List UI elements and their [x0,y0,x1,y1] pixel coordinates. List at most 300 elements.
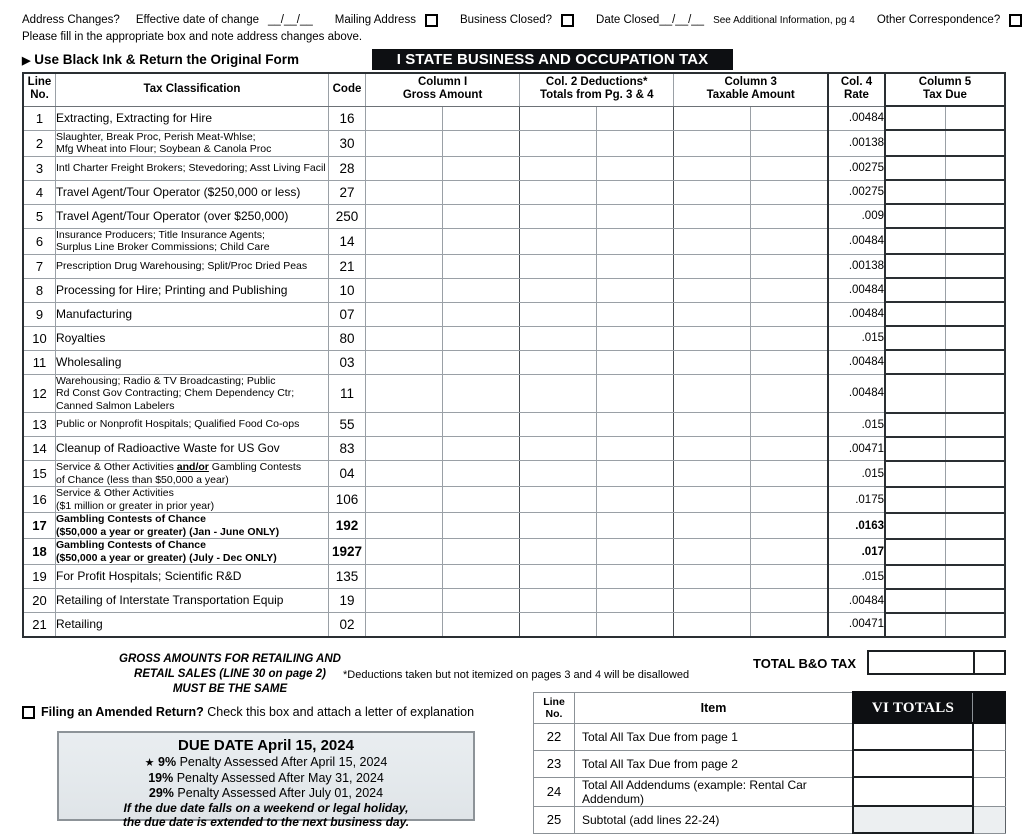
row-taxable-cents-input[interactable] [751,156,828,180]
row-gross-cents-input[interactable] [443,589,520,613]
other-correspondence-checkbox[interactable] [1009,14,1022,27]
row-line-number: 9 [23,302,56,326]
header-column-4-rate: Col. 4 Rate [828,73,885,106]
row-deductions-input[interactable] [520,302,597,326]
row-deductions-input[interactable] [520,461,597,487]
row-gross-input[interactable] [366,204,443,228]
totals-amount-cents-input[interactable] [973,750,1006,777]
row-deductions-input[interactable] [520,613,597,637]
row-gross-cents-input[interactable] [443,302,520,326]
row-deductions-cents-input[interactable] [597,350,674,374]
vi-header-totals-cents [973,692,1006,723]
row-deductions-cents-input[interactable] [597,302,674,326]
row-deductions-input[interactable] [520,180,597,204]
row-gross-cents-input[interactable] [443,326,520,350]
header-column-3: Column 3 Taxable Amount [674,73,828,106]
row-tax-due-input[interactable] [885,374,945,413]
row-taxable-input[interactable] [674,565,751,589]
row-gross-input[interactable] [366,613,443,637]
row-tax-classification: Warehousing; Radio & TV Broadcasting; Public Rd Const Gov Contracting; Chem Dependency Ctr; Canned Salmon Labelers [56,374,329,413]
totals-item-label: Total All Tax Due from page 1 [575,723,854,750]
row-deductions-cents-input[interactable] [597,539,674,565]
row-tax-due-input[interactable] [885,437,945,461]
row-deductions-cents-input[interactable] [597,204,674,228]
row-tax-due-cents-input[interactable] [945,254,1005,278]
row-taxable-cents-input[interactable] [751,302,828,326]
row-deductions-cents-input[interactable] [597,106,674,130]
row-taxable-cents-input[interactable] [751,180,828,204]
table-row [23,487,1005,513]
row-deductions-cents-input[interactable] [597,278,674,302]
row-code: 04 [329,461,366,487]
row-line-number: 7 [23,254,56,278]
row-tax-due-cents-input[interactable] [945,613,1005,637]
row-deductions-cents-input[interactable] [597,461,674,487]
totals-amount-cents-input[interactable] [973,777,1006,806]
business-closed-checkbox[interactable] [561,14,574,27]
row-code: 14 [329,228,366,254]
row-taxable-cents-input[interactable] [751,254,828,278]
penalty-line-2: 19% Penalty Assessed After May 31, 2024 [148,771,384,785]
row-tax-due-input[interactable] [885,413,945,437]
row-gross-cents-input[interactable] [443,513,520,539]
section-title-bar: I STATE BUSINESS AND OCCUPATION TAX [372,49,733,70]
totals-line-number: 22 [534,723,575,750]
row-tax-due-cents-input[interactable] [945,413,1005,437]
row-line-number: 14 [23,437,56,461]
row-taxable-input[interactable] [674,437,751,461]
row-gross-cents-input[interactable] [443,180,520,204]
row-line-number: 6 [23,228,56,254]
row-deductions-input[interactable] [520,326,597,350]
row-gross-cents-input[interactable] [443,374,520,413]
row-deductions-cents-input[interactable] [597,487,674,513]
row-line-number: 13 [23,413,56,437]
row-code: 21 [329,254,366,278]
address-changes-label: Address Changes? [22,14,120,27]
row-tax-due-input[interactable] [885,513,945,539]
row-tax-due-input[interactable] [885,130,945,156]
row-tax-due-input[interactable] [885,350,945,374]
row-tax-due-cents-input[interactable] [945,513,1005,539]
row-taxable-input[interactable] [674,589,751,613]
row-code: 30 [329,130,366,156]
amended-return-label: Filing an Amended Return? [41,705,204,719]
row-deductions-cents-input[interactable] [597,589,674,613]
row-deductions-input[interactable] [520,374,597,413]
row-gross-input[interactable] [366,130,443,156]
row-line-number: 15 [23,461,56,487]
row-deductions-input[interactable] [520,487,597,513]
row-taxable-cents-input[interactable] [751,539,828,565]
header-instruction-text: Please fill in the appropriate box and note address changes above. [22,31,363,43]
due-date-box [57,731,475,829]
row-tax-due-input[interactable] [885,487,945,513]
total-bo-tax-input[interactable] [867,650,975,675]
row-gross-input[interactable] [366,461,443,487]
vi-header-item: Item [575,692,854,723]
row-tax-due-cents-input[interactable] [945,302,1005,326]
totals-amount-cents-input[interactable] [973,723,1006,750]
row-gross-cents-input[interactable] [443,106,520,130]
row-gross-cents-input[interactable] [443,461,520,487]
vi-header-line-no: Line No. [534,692,575,723]
black-ink-note [22,52,299,67]
row-gross-cents-input[interactable] [443,130,520,156]
row-taxable-input[interactable] [674,254,751,278]
row-deductions-input[interactable] [520,204,597,228]
business-closed-label: Business Closed? [459,14,553,27]
row-tax-classification: Retailing of Interstate Transportation Equip [56,589,329,613]
row-gross-input[interactable] [366,278,443,302]
row-taxable-cents-input[interactable] [751,350,828,374]
row-tax-classification: Wholesaling [56,350,329,374]
row-taxable-cents-input[interactable] [751,565,828,589]
row-code: 250 [329,204,366,228]
row-tax-classification: Intl Charter Freight Brokers; Stevedoring; Asst Living Facil [56,156,329,180]
row-deductions-input[interactable] [520,565,597,589]
row-deductions-cents-input[interactable] [597,374,674,413]
row-gross-cents-input[interactable] [443,437,520,461]
row-gross-input[interactable] [366,565,443,589]
table-row [23,130,1005,156]
header-code: Code [329,73,366,106]
row-tax-classification: Retailing [56,613,329,637]
row-tax-classification: Cleanup of Radioactive Waste for US Gov [56,437,329,461]
row-taxable-input[interactable] [674,374,751,413]
row-tax-due-input[interactable] [885,302,945,326]
row-tax-due-cents-input[interactable] [945,539,1005,565]
row-tax-due-input[interactable] [885,613,945,637]
row-deductions-cents-input[interactable] [597,254,674,278]
row-deductions-input[interactable] [520,130,597,156]
row-gross-input[interactable] [366,374,443,413]
row-line-number: 17 [23,513,56,539]
totals-amount-input[interactable] [853,777,973,806]
row-deductions-cents-input[interactable] [597,513,674,539]
row-taxable-cents-input[interactable] [751,228,828,254]
row-deductions-input[interactable] [520,350,597,374]
row-rate: .0175 [828,487,885,513]
row-taxable-cents-input[interactable] [751,278,828,302]
row-gross-input[interactable] [366,589,443,613]
row-tax-due-input[interactable] [885,589,945,613]
row-gross-input[interactable] [366,487,443,513]
amended-return-row [22,705,474,719]
table-row [23,539,1005,565]
row-tax-due-cents-input[interactable] [945,180,1005,204]
row-deductions-input[interactable] [520,413,597,437]
row-rate: .00138 [828,254,885,278]
row-gross-cents-input[interactable] [443,613,520,637]
row-taxable-input[interactable] [674,413,751,437]
totals-amount-input[interactable] [853,750,973,777]
row-gross-input[interactable] [366,350,443,374]
row-gross-input[interactable] [366,326,443,350]
row-line-number: 1 [23,106,56,130]
vi-totals-body [534,723,1006,833]
row-rate: .015 [828,326,885,350]
row-taxable-input[interactable] [674,204,751,228]
row-tax-due-input[interactable] [885,106,945,130]
additional-information-note: See Additional Information, pg 4 [713,15,855,27]
row-tax-due-cents-input[interactable] [945,156,1005,180]
row-deductions-cents-input[interactable] [597,130,674,156]
row-tax-due-cents-input[interactable] [945,374,1005,413]
penalty-line-1: ★ 9% Penalty Assessed After April 15, 2024 [144,755,388,769]
row-deductions-cents-input[interactable] [597,413,674,437]
row-tax-classification: For Profit Hospitals; Scientific R&D [56,565,329,589]
row-gross-cents-input[interactable] [443,228,520,254]
row-tax-due-input[interactable] [885,565,945,589]
mailing-address-checkbox[interactable] [425,14,438,27]
row-taxable-cents-input[interactable] [751,461,828,487]
row-taxable-cents-input[interactable] [751,413,828,437]
row-deductions-input[interactable] [520,278,597,302]
row-deductions-input[interactable] [520,106,597,130]
row-taxable-input[interactable] [674,487,751,513]
table-row [23,106,1005,130]
row-taxable-cents-input[interactable] [751,589,828,613]
row-line-number: 10 [23,326,56,350]
gross-amounts-note: GROSS AMOUNTS FOR RETAILING AND RETAIL SALES (LINE 30 on page 2) MUST BE THE SAME [119,653,341,695]
row-gross-input[interactable] [366,228,443,254]
row-tax-due-cents-input[interactable] [945,204,1005,228]
row-taxable-input[interactable] [674,156,751,180]
row-tax-due-cents-input[interactable] [945,461,1005,487]
amended-return-checkbox[interactable] [22,706,35,719]
row-taxable-input[interactable] [674,461,751,487]
row-tax-due-cents-input[interactable] [945,278,1005,302]
row-taxable-cents-input[interactable] [751,204,828,228]
row-deductions-cents-input[interactable] [597,613,674,637]
header-column-2: Col. 2 Deductions* Totals from Pg. 3 & 4 [520,73,674,106]
row-gross-cents-input[interactable] [443,565,520,589]
row-deductions-input[interactable] [520,539,597,565]
table-row [23,204,1005,228]
header-tax-classification: Tax Classification [56,73,329,106]
row-taxable-cents-input[interactable] [751,130,828,156]
row-code: 1927 [329,539,366,565]
row-rate: .015 [828,413,885,437]
totals-row [534,723,1006,750]
row-rate: .00484 [828,350,885,374]
row-deductions-input[interactable] [520,156,597,180]
row-tax-due-input[interactable] [885,278,945,302]
row-tax-classification: Insurance Producers; Title Insurance Agents; Surplus Line Broker Commissions; Child Care [56,228,329,254]
row-code: 19 [329,589,366,613]
table-header-row [23,73,1005,106]
row-taxable-cents-input[interactable] [751,106,828,130]
row-deductions-cents-input[interactable] [597,565,674,589]
table-row [23,228,1005,254]
row-deductions-cents-input[interactable] [597,326,674,350]
totals-amount-input[interactable] [853,723,973,750]
row-deductions-cents-input[interactable] [597,437,674,461]
row-line-number: 2 [23,130,56,156]
row-taxable-cents-input[interactable] [751,374,828,413]
row-gross-input[interactable] [366,156,443,180]
row-tax-due-input[interactable] [885,254,945,278]
vi-totals-table [533,691,1006,834]
row-taxable-input[interactable] [674,228,751,254]
row-tax-due-input[interactable] [885,461,945,487]
row-tax-due-input[interactable] [885,228,945,254]
row-taxable-input[interactable] [674,180,751,204]
row-code: 83 [329,437,366,461]
due-date-note-line-1: If the due date falls on a weekend or legal holiday, [123,801,409,815]
row-gross-cents-input[interactable] [443,278,520,302]
table-row [23,565,1005,589]
row-code: 03 [329,350,366,374]
row-gross-cents-input[interactable] [443,413,520,437]
row-taxable-cents-input[interactable] [751,487,828,513]
row-taxable-input[interactable] [674,106,751,130]
table-row [23,589,1005,613]
row-gross-input[interactable] [366,539,443,565]
row-gross-cents-input[interactable] [443,254,520,278]
row-taxable-input[interactable] [674,513,751,539]
row-code: 192 [329,513,366,539]
totals-row [534,777,1006,806]
black-ink-note-text: Use Black Ink & Return the Original Form [34,52,300,67]
row-tax-due-cents-input[interactable] [945,228,1005,254]
row-code: 02 [329,613,366,637]
row-line-number: 16 [23,487,56,513]
effective-date-input[interactable]: __/__/__ [268,14,313,27]
row-gross-cents-input[interactable] [443,156,520,180]
row-taxable-cents-input[interactable] [751,613,828,637]
row-gross-input[interactable] [366,180,443,204]
row-tax-due-cents-input[interactable] [945,565,1005,589]
row-tax-due-cents-input[interactable] [945,589,1005,613]
totals-line-number: 24 [534,777,575,806]
row-line-number: 12 [23,374,56,413]
row-gross-input[interactable] [366,106,443,130]
row-tax-due-cents-input[interactable] [945,326,1005,350]
row-taxable-input[interactable] [674,539,751,565]
row-code: 55 [329,413,366,437]
row-taxable-input[interactable] [674,278,751,302]
row-tax-due-cents-input[interactable] [945,106,1005,130]
row-rate: .00484 [828,228,885,254]
effective-date-label: Effective date of change [135,14,259,27]
row-tax-due-input[interactable] [885,326,945,350]
vi-header-totals: VI TOTALS [853,692,973,723]
row-tax-classification: Travel Agent/Tour Operator (over $250,000) [56,204,329,228]
row-gross-cents-input[interactable] [443,487,520,513]
totals-item-label: Subtotal (add lines 22-24) [575,806,854,833]
row-tax-due-cents-input[interactable] [945,130,1005,156]
table-row [23,180,1005,204]
header-line-no: Line No. [23,73,56,106]
row-gross-cents-input[interactable] [443,350,520,374]
row-gross-input[interactable] [366,413,443,437]
row-line-number: 11 [23,350,56,374]
row-line-number: 8 [23,278,56,302]
totals-line-number: 25 [534,806,575,833]
row-tax-classification: Manufacturing [56,302,329,326]
row-deductions-cents-input[interactable] [597,156,674,180]
row-taxable-input[interactable] [674,326,751,350]
row-tax-due-input[interactable] [885,539,945,565]
row-line-number: 21 [23,613,56,637]
row-code: 16 [329,106,366,130]
row-gross-input[interactable] [366,254,443,278]
totals-item-label: Total All Tax Due from page 2 [575,750,854,777]
triangle-right-icon: ▶ [22,55,31,67]
amended-return-instruction: Check this box and attach a letter of explanation [207,705,475,719]
due-date-note-line-2: the due date is extended to the next business day. [122,815,410,829]
row-taxable-input[interactable] [674,302,751,326]
row-gross-cents-input[interactable] [443,204,520,228]
row-tax-due-cents-input[interactable] [945,487,1005,513]
tax-classification-table [22,72,1006,638]
row-code: 135 [329,565,366,589]
other-correspondence-label: Other Correspondence? [876,14,1001,27]
row-code: 07 [329,302,366,326]
row-taxable-cents-input[interactable] [751,513,828,539]
date-closed-input[interactable]: __/__/__ [659,14,705,27]
row-deductions-input[interactable] [520,437,597,461]
row-deductions-cents-input[interactable] [597,180,674,204]
row-rate: .015 [828,461,885,487]
row-line-number: 5 [23,204,56,228]
row-rate: .017 [828,539,885,565]
row-taxable-cents-input[interactable] [751,326,828,350]
row-tax-classification: Public or Nonprofit Hospitals; Qualified Food Co-ops [56,413,329,437]
row-rate: .015 [828,565,885,589]
row-code: 80 [329,326,366,350]
row-tax-due-cents-input[interactable] [945,437,1005,461]
row-tax-due-input[interactable] [885,156,945,180]
row-tax-classification: Processing for Hire; Printing and Publishing [56,278,329,302]
row-taxable-cents-input[interactable] [751,437,828,461]
date-closed-label: Date Closed [596,14,660,27]
row-deductions-input[interactable] [520,254,597,278]
row-deductions-input[interactable] [520,228,597,254]
table-row [23,302,1005,326]
row-gross-input[interactable] [366,302,443,326]
row-taxable-input[interactable] [674,613,751,637]
row-tax-due-input[interactable] [885,180,945,204]
deduction-disclaimer-note: *Deductions taken but not itemized on pages 3 and 4 will be disallowed [343,669,690,681]
row-line-number: 18 [23,539,56,565]
row-tax-due-cents-input[interactable] [945,350,1005,374]
total-bo-tax-cents-input[interactable] [975,650,1006,675]
row-rate: .00471 [828,437,885,461]
row-rate: .009 [828,204,885,228]
row-deductions-input[interactable] [520,513,597,539]
row-deductions-input[interactable] [520,589,597,613]
row-gross-cents-input[interactable] [443,539,520,565]
row-tax-due-input[interactable] [885,204,945,228]
row-line-number: 4 [23,180,56,204]
mailing-address-label: Mailing Address [334,14,416,27]
star-icon: ★ [144,757,155,769]
row-gross-input[interactable] [366,437,443,461]
row-taxable-input[interactable] [674,350,751,374]
row-rate: .00138 [828,130,885,156]
row-tax-classification: Slaughter, Break Proc, Perish Meat-Whlse; Mfg Wheat into Flour; Soybean & Canola Proc [56,130,329,156]
row-gross-input[interactable] [366,513,443,539]
row-code: 28 [329,156,366,180]
row-deductions-cents-input[interactable] [597,228,674,254]
table-row [23,278,1005,302]
row-tax-classification: Service & Other Activities ($1 million or greater in prior year) [56,487,329,513]
row-taxable-input[interactable] [674,130,751,156]
totals-row [534,750,1006,777]
